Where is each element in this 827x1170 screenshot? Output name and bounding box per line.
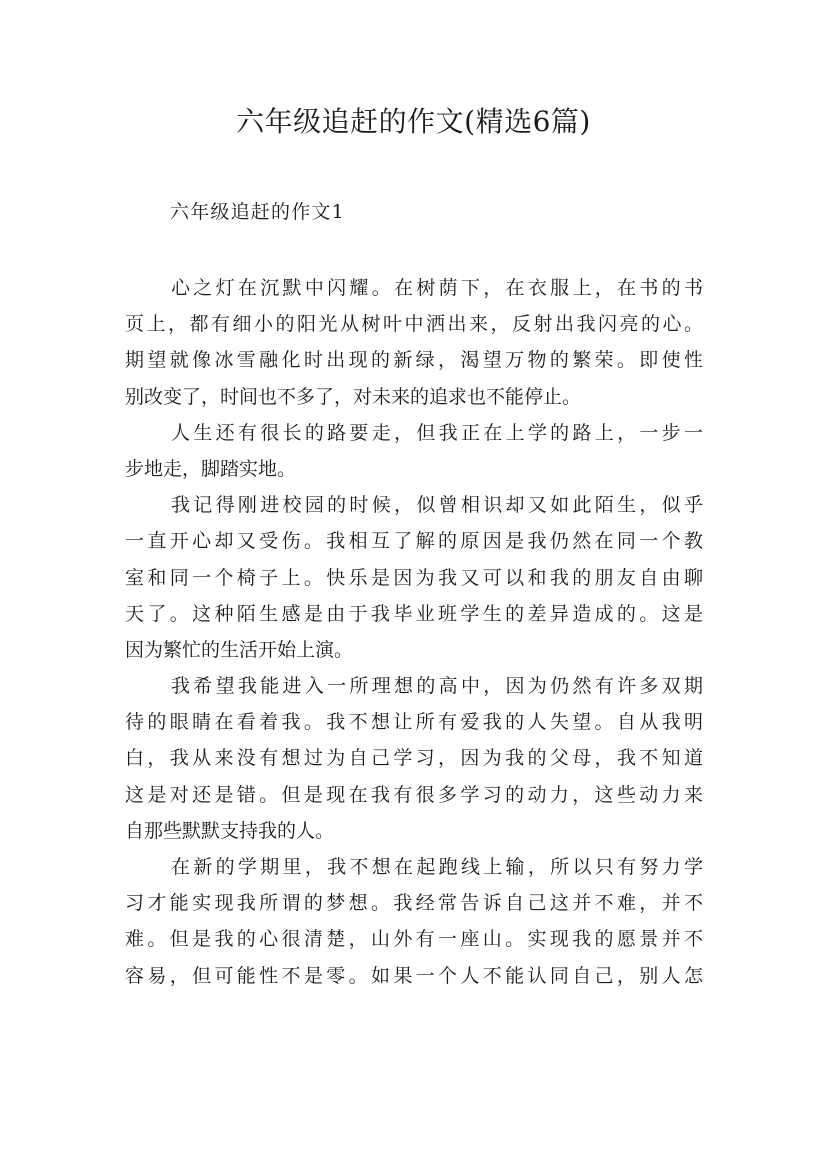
document-title: 六年级追赶的作文(精选6篇) [236,105,591,138]
paragraph [125,415,703,487]
paragraph [125,849,703,994]
text-line: 天了。这种陌生感是由于我毕业班学生的差异造成的。这是 [125,602,703,625]
text-line: 我记得刚进校园的时候，似曾相识却又如此陌生，似乎 [171,494,703,517]
text-line: 心之灯在沉默中闪耀。在树荫下，在衣服上，在书的书 [171,277,703,299]
text-line: 别改变了，时间也不多了，对未来的追求也不能停止。 [125,385,582,408]
text-line: 步地走，脚踏实地。 [125,457,297,480]
text-line: 难。但是我的心很清楚，山外有一座山。实现我的愿景并不 [125,928,703,951]
text-line: 因为繁忙的生活开始上演。 [125,638,354,661]
paragraph [125,668,703,849]
text-line: 室和同一个椅子上。快乐是因为我又可以和我的朋友自由聊 [125,566,703,589]
text-line: 一直开心却又受伤。我相互了解的原因是我仍然在同一个教 [125,530,703,553]
essay-subheading: 六年级追赶的作文1 [170,201,345,223]
text-line: 期望就像冰雪融化时出现的新绿，渴望万物的繁荣。即使性 [125,349,703,372]
text-line: 待的眼睛在看着我。我不想让所有爱我的人失望。自从我明 [125,711,703,734]
text-line: 在新的学期里，我不想在起跑线上输，所以只有努力学 [171,856,703,878]
text-line: 我希望我能进入一所理想的高中，因为仍然有许多双期 [171,675,703,698]
text-line: 人生还有很长的路要走，但我正在上学的路上，一步一 [171,421,703,444]
text-line: 白，我从来没有想过为自己学习，因为我的父母，我不知道 [125,747,703,770]
text-line: 页上，都有细小的阳光从树叶中洒出来，反射出我闪亮的心。 [125,313,703,336]
paragraph [125,487,703,668]
text-line: 习才能实现我所谓的梦想。我经常告诉自己这并不难，并不 [125,892,703,915]
paragraph [125,270,703,415]
text-line: 自那些默默支持我的人。 [125,819,335,842]
text-line: 容易，但可能性不是零。如果一个人不能认同自己，别人怎 [125,964,703,987]
document-body [125,270,703,994]
text-line: 这是对还是错。但是现在我有很多学习的动力，这些动力来 [125,783,703,806]
